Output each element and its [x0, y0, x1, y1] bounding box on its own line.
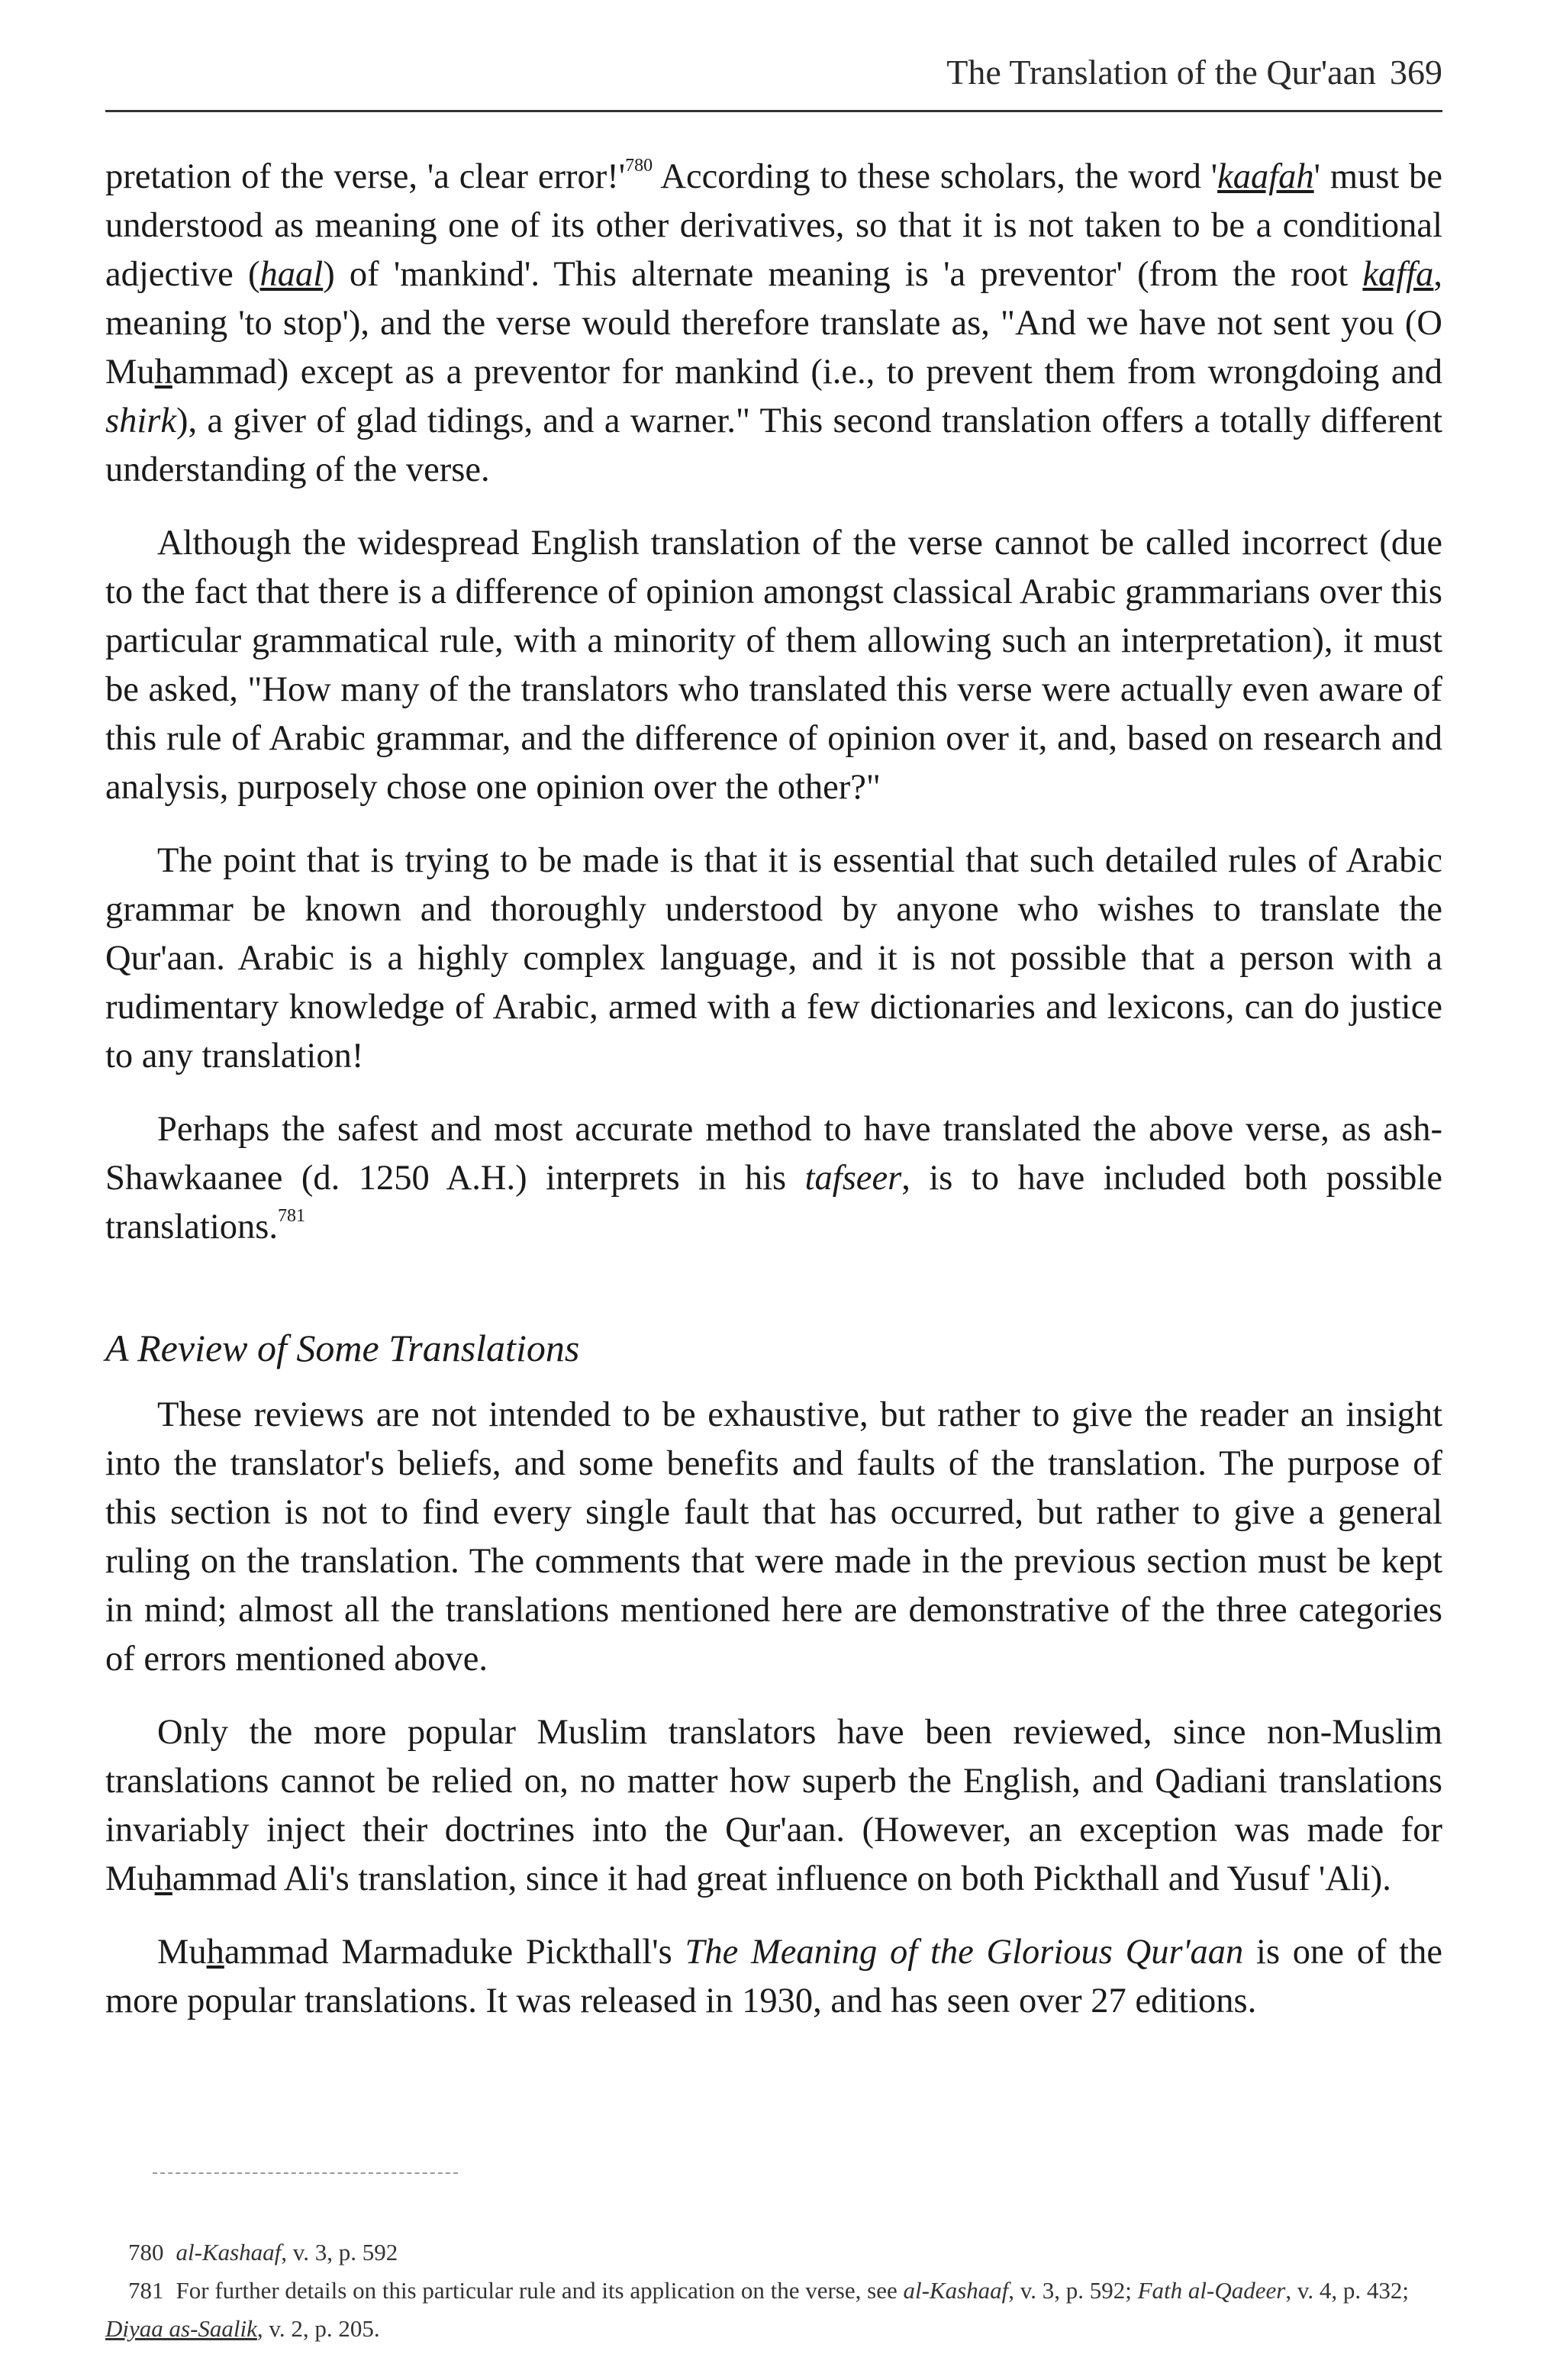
text-run: For further details on this particular rule and its application on the verse, see — [176, 2277, 904, 2304]
text-run: h — [206, 1933, 224, 1972]
text-run: ), a giver of glad tidings, and a warner." This second translation offers a totally different understanding of the verse. — [105, 402, 1442, 489]
text-run: h — [154, 353, 172, 392]
text-run: These reviews are not intended to be exhaustive, but rather to give the reader an insight into the translator's beliefs, and some benefits and faults of the translation. The purpose of this section is not to find every single fault that has occurred, but rather to give a general ruling on the translation. The comments that were made in the previous section must be kept in mind; almost all the translations mentioned here are demonstrative of the three categories of errors mentioned above. — [105, 1395, 1442, 1679]
italic-term: al-Kashaaf — [903, 2277, 1009, 2304]
text-run: Mu — [157, 1933, 207, 1972]
header-title: The Translation of the Qur'aan — [946, 53, 1376, 92]
paragraph-1 — [105, 153, 1442, 495]
italic-term: shirk — [105, 402, 176, 440]
section-paragraph-2 — [105, 1708, 1442, 1904]
footnote-780 — [105, 2233, 1442, 2272]
text-run: , meaning 'to stop'), and the verse would therefore translate as, "And we have not sent you (O Mu — [105, 255, 1442, 392]
paragraph-2 — [105, 519, 1442, 812]
italic-term: kaffa — [1362, 255, 1434, 294]
text-run: The point that is trying to be made is that it is essential that such detailed rules of Arabic grammar be known and thoroughly understood by anyone who wishes to translate the Qur'aan. Arabic is a highly complex language, and it is not possible that a person with a rudimentary knowledge of Arabic, armed with a few dictionaries and lexicons, can do justice to any translation! — [105, 841, 1442, 1076]
text-run: , v. 3, p. 592; — [1008, 2277, 1138, 2304]
text-run: According to these scholars, the word ' — [653, 157, 1218, 196]
footnote-separator — [153, 2172, 458, 2174]
italic-term: al-Kashaaf — [176, 2239, 282, 2266]
running-header — [105, 52, 1442, 92]
section-paragraph-1 — [105, 1391, 1442, 1684]
text-run: ammad Ali's translation, since it had great influence on both Pickthall and Yusuf 'Ali). — [172, 1859, 1391, 1898]
italic-term: kaafah — [1217, 157, 1314, 196]
text-run: h — [154, 1859, 172, 1898]
footnote-text — [176, 2239, 398, 2266]
section-heading: A Review of Some Translations — [105, 1327, 580, 1369]
text-run: , v. 3, p. 592 — [281, 2239, 398, 2266]
paragraph-3 — [105, 837, 1442, 1081]
text-run: ' must be understood as meaning one of its other derivatives, so that it is not taken to be a conditional adjective ( — [105, 157, 1443, 294]
footnote-text — [105, 2277, 1409, 2342]
italic-term: tafseer — [804, 1159, 902, 1198]
footnote-number: 780 — [128, 2239, 164, 2266]
page-number: 369 — [1390, 53, 1442, 92]
text-run: ammad) except as a preventor for mankind (i.e., to prevent them from wrongdoing and — [172, 353, 1442, 392]
text-run: ammad Marmaduke Pickthall's — [224, 1933, 685, 1972]
footnote-781 — [105, 2272, 1442, 2348]
text-run: , v. 4, p. 432; — [1285, 2277, 1409, 2304]
header-rule — [105, 110, 1442, 112]
section-paragraph-3 — [105, 1928, 1442, 2026]
footnote-ref: 780 — [625, 156, 653, 176]
text-run: Perhaps the safest and most accurate method to have translated the above verse, as ash-Shawkaanee (d. 1250 A.H.) interprets in his — [105, 1110, 1442, 1198]
text-run: Although the widespread English translation of the verse cannot be called incorrect (due to the fact that there is a difference of opinion amongst classical Arabic grammarians over this particular grammatical rule, with a minority of them allowing such an interpretation), it must be asked, "How many of the translators who translated this verse were actually even aware of this rule of Arabic grammar, and the difference of opinion over it, and, based on research and analysis, purposely chose one opinion over the other?" — [105, 524, 1442, 807]
footnote-number: 781 — [128, 2277, 164, 2304]
text-run: Only the more popular Muslim translators have been reviewed, since non-Muslim translations cannot be relied on, no matter how superb the English, and Qadiani translations invariably inject their doctrines into the Qur'aan. (However, an exception was made for Mu — [105, 1713, 1442, 1898]
footnotes — [105, 2233, 1442, 2348]
text-run: pretation of the verse, 'a clear error!' — [105, 157, 626, 196]
italic-term: Fath al-Qadeer — [1137, 2277, 1286, 2304]
paragraph-4 — [105, 1105, 1442, 1252]
footnote-ref: 781 — [278, 1206, 306, 1226]
text-run: ) of 'mankind'. This alternate meaning is 'a preventor' (from the root — [323, 255, 1363, 294]
body-text — [105, 153, 1442, 2050]
italic-term: Diyaa as-Saalik — [105, 2315, 257, 2342]
text-run: , is to have included both possible translations. — [105, 1159, 1442, 1246]
text-run: is one of the more popular translations. It was released in 1930, and has seen over 27 editions. — [105, 1933, 1442, 2020]
italic-term: haal — [259, 255, 324, 294]
text-run: , v. 2, p. 205. — [256, 2315, 380, 2342]
italic-term: The Meaning of the Glorious Qur'aan — [685, 1933, 1244, 1972]
